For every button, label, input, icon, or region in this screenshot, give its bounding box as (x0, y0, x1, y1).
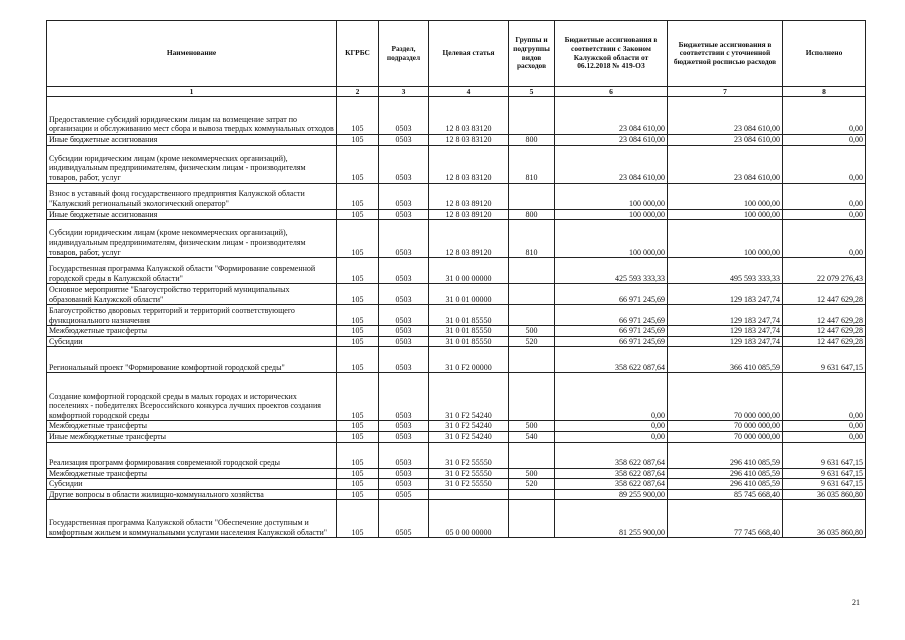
row-updated-amount: 70 000 000,00 (668, 431, 783, 442)
row-updated-amount: 129 183 247,74 (668, 284, 783, 305)
column-number: 4 (429, 87, 509, 97)
table-row (47, 326, 866, 337)
row-updated-amount: 85 745 668,40 (668, 489, 783, 500)
row-kgrbs: 105 (337, 145, 379, 183)
row-section: 0503 (379, 145, 429, 183)
table-row (47, 347, 866, 373)
row-kgrbs: 105 (337, 305, 379, 326)
row-expense-type: 500 (509, 326, 555, 337)
row-law-amount: 66 971 245,69 (555, 336, 668, 347)
row-name: Основное мероприятие "Благоустройство территорий муниципальных образований Калужской области" (47, 284, 337, 305)
row-target: 12 8 03 89120 (429, 183, 509, 209)
row-executed-amount: 12 447 629,28 (783, 305, 866, 326)
row-section: 0503 (379, 468, 429, 479)
row-law-amount: 358 622 087,64 (555, 479, 668, 490)
row-law-amount: 66 971 245,69 (555, 305, 668, 326)
row-target (429, 489, 509, 500)
row-kgrbs: 105 (337, 431, 379, 442)
row-section: 0503 (379, 326, 429, 337)
row-updated-amount: 100 000,00 (668, 209, 783, 220)
row-updated-amount: 100 000,00 (668, 183, 783, 209)
row-executed-amount: 0,00 (783, 421, 866, 432)
row-kgrbs: 105 (337, 220, 379, 258)
row-section: 0503 (379, 373, 429, 421)
row-law-amount: 100 000,00 (555, 183, 668, 209)
row-section: 0503 (379, 336, 429, 347)
row-section: 0503 (379, 97, 429, 135)
table-row (47, 431, 866, 442)
budget-table-sheet (46, 20, 865, 538)
row-updated-amount: 129 183 247,74 (668, 326, 783, 337)
row-law-amount: 0,00 (555, 373, 668, 421)
row-target: 31 0 01 85550 (429, 336, 509, 347)
row-section: 0503 (379, 183, 429, 209)
row-kgrbs: 105 (337, 135, 379, 146)
column-number: 7 (668, 87, 783, 97)
row-name: Межбюджетные трансферты (47, 326, 337, 337)
row-expense-type (509, 442, 555, 468)
row-section: 0503 (379, 431, 429, 442)
table-row (47, 97, 866, 135)
row-name: Субсидии юридическим лицам (кроме некоммерческих организаций), индивидуальным предпринимателям, физическим лицам - производителям товаров, работ, услуг (47, 145, 337, 183)
row-law-amount: 89 255 900,00 (555, 489, 668, 500)
header-name: Наименование (47, 21, 337, 87)
row-name: Создание комфортной городской среды в малых городах и исторических поселениях - победителях Всероссийского конкурса лучших проектов создания комфортной городской среды (47, 373, 337, 421)
row-law-amount: 0,00 (555, 421, 668, 432)
row-name: Межбюджетные трансферты (47, 421, 337, 432)
row-expense-type: 540 (509, 431, 555, 442)
row-executed-amount: 9 631 647,15 (783, 347, 866, 373)
row-kgrbs: 105 (337, 183, 379, 209)
row-law-amount: 358 622 087,64 (555, 442, 668, 468)
row-updated-amount: 70 000 000,00 (668, 373, 783, 421)
row-name: Государственная программа Калужской области "Обеспечение доступным и комфортным жильем и коммунальными услугами населения Калужской области" (47, 500, 337, 538)
column-number: 1 (47, 87, 337, 97)
row-updated-amount: 23 084 610,00 (668, 97, 783, 135)
row-executed-amount: 36 035 860,80 (783, 489, 866, 500)
row-kgrbs: 105 (337, 209, 379, 220)
table-row (47, 209, 866, 220)
row-expense-type: 800 (509, 209, 555, 220)
row-executed-amount: 0,00 (783, 97, 866, 135)
header-kgrbs: КГРБС (337, 21, 379, 87)
row-updated-amount: 129 183 247,74 (668, 305, 783, 326)
row-law-amount: 100 000,00 (555, 209, 668, 220)
row-executed-amount: 36 035 860,80 (783, 500, 866, 538)
row-executed-amount: 0,00 (783, 145, 866, 183)
row-target: 31 0 F2 54240 (429, 421, 509, 432)
row-updated-amount: 23 084 610,00 (668, 135, 783, 146)
row-updated-amount: 70 000 000,00 (668, 421, 783, 432)
table-row (47, 305, 866, 326)
header-updated: Бюджетные ассигнования в соответствии с уточненной бюджетной росписью расходов (668, 21, 783, 87)
row-executed-amount: 0,00 (783, 220, 866, 258)
table-row (47, 479, 866, 490)
table-row (47, 284, 866, 305)
row-law-amount: 66 971 245,69 (555, 326, 668, 337)
row-target: 12 8 03 89120 (429, 220, 509, 258)
row-law-amount: 425 593 333,33 (555, 258, 668, 284)
row-updated-amount: 129 183 247,74 (668, 336, 783, 347)
row-kgrbs: 105 (337, 421, 379, 432)
row-target: 31 0 01 85550 (429, 326, 509, 337)
row-expense-type: 520 (509, 336, 555, 347)
row-name: Благоустройство дворовых территорий и территорий соответствующего функционального назначения (47, 305, 337, 326)
row-section: 0503 (379, 209, 429, 220)
row-kgrbs: 105 (337, 489, 379, 500)
row-expense-type: 500 (509, 421, 555, 432)
row-updated-amount: 296 410 085,59 (668, 442, 783, 468)
row-law-amount: 358 622 087,64 (555, 347, 668, 373)
row-section: 0503 (379, 135, 429, 146)
row-law-amount: 358 622 087,64 (555, 468, 668, 479)
row-expense-type: 810 (509, 145, 555, 183)
row-target: 31 0 F2 54240 (429, 431, 509, 442)
column-number-row (47, 87, 866, 97)
row-name: Иные бюджетные ассигнования (47, 135, 337, 146)
row-expense-type: 520 (509, 479, 555, 490)
row-law-amount: 81 255 900,00 (555, 500, 668, 538)
row-kgrbs: 105 (337, 284, 379, 305)
table-row (47, 135, 866, 146)
header-row (47, 21, 866, 87)
row-expense-type: 800 (509, 135, 555, 146)
row-target: 31 0 F2 55550 (429, 479, 509, 490)
row-updated-amount: 100 000,00 (668, 220, 783, 258)
row-law-amount: 100 000,00 (555, 220, 668, 258)
header-executed: Исполнено (783, 21, 866, 87)
row-executed-amount: 22 079 276,43 (783, 258, 866, 284)
row-name: Реализация программ формирования современной городской среды (47, 442, 337, 468)
row-name: Предоставление субсидий юридическим лицам на возмещение затрат по организации и обслуживанию мест сбора и вывоза твердых коммунальных отходов (47, 97, 337, 135)
row-section: 0503 (379, 305, 429, 326)
row-target: 31 0 F2 00000 (429, 347, 509, 373)
row-kgrbs: 105 (337, 500, 379, 538)
row-section: 0503 (379, 347, 429, 373)
table-row (47, 183, 866, 209)
budget-table (46, 20, 866, 538)
table-row (47, 145, 866, 183)
row-executed-amount: 0,00 (783, 431, 866, 442)
row-kgrbs: 105 (337, 442, 379, 468)
column-number: 3 (379, 87, 429, 97)
row-section: 0503 (379, 284, 429, 305)
row-expense-type (509, 489, 555, 500)
row-name: Другие вопросы в области жилищно-коммунального хозяйства (47, 489, 337, 500)
row-executed-amount: 9 631 647,15 (783, 442, 866, 468)
row-expense-type (509, 373, 555, 421)
row-name: Субсидии (47, 479, 337, 490)
row-executed-amount: 12 447 629,28 (783, 336, 866, 347)
table-row (47, 220, 866, 258)
header-law: Бюджетные ассигнования в соответствии с Законом Калужской области от 06.12.2018 № 419-ОЗ (555, 21, 668, 87)
column-number: 2 (337, 87, 379, 97)
table-row (47, 373, 866, 421)
row-expense-type (509, 258, 555, 284)
row-executed-amount: 12 447 629,28 (783, 284, 866, 305)
row-executed-amount: 0,00 (783, 135, 866, 146)
row-updated-amount: 23 084 610,00 (668, 145, 783, 183)
row-expense-type (509, 97, 555, 135)
row-executed-amount: 12 447 629,28 (783, 326, 866, 337)
row-updated-amount: 495 593 333,33 (668, 258, 783, 284)
row-executed-amount: 0,00 (783, 209, 866, 220)
row-kgrbs: 105 (337, 347, 379, 373)
row-law-amount: 23 084 610,00 (555, 135, 668, 146)
table-row (47, 442, 866, 468)
row-kgrbs: 105 (337, 479, 379, 490)
row-section: 0503 (379, 421, 429, 432)
row-section: 0503 (379, 220, 429, 258)
table-row (47, 489, 866, 500)
row-section: 0503 (379, 442, 429, 468)
row-target: 31 0 01 85550 (429, 305, 509, 326)
row-name: Взнос в уставный фонд государственного предприятия Калужской области "Калужский региональный экологический оператор" (47, 183, 337, 209)
row-section: 0505 (379, 489, 429, 500)
column-number: 8 (783, 87, 866, 97)
row-law-amount: 23 084 610,00 (555, 145, 668, 183)
row-executed-amount: 9 631 647,15 (783, 468, 866, 479)
row-target: 31 0 F2 55550 (429, 442, 509, 468)
row-expense-type: 500 (509, 468, 555, 479)
row-target: 31 0 F2 55550 (429, 468, 509, 479)
row-kgrbs: 105 (337, 258, 379, 284)
column-number: 6 (555, 87, 668, 97)
row-target: 12 8 03 83120 (429, 135, 509, 146)
row-expense-type (509, 284, 555, 305)
row-kgrbs: 105 (337, 373, 379, 421)
row-name: Государственная программа Калужской области "Формирование современной городской среды в Калужской области" (47, 258, 337, 284)
row-section: 0505 (379, 500, 429, 538)
row-executed-amount: 9 631 647,15 (783, 479, 866, 490)
row-kgrbs: 105 (337, 326, 379, 337)
row-expense-type (509, 347, 555, 373)
row-law-amount: 0,00 (555, 431, 668, 442)
row-target: 31 0 01 00000 (429, 284, 509, 305)
row-target: 31 0 F2 54240 (429, 373, 509, 421)
row-name: Субсидии (47, 336, 337, 347)
column-number: 5 (509, 87, 555, 97)
row-expense-type (509, 500, 555, 538)
header-target: Целевая статья (429, 21, 509, 87)
row-target: 05 0 00 00000 (429, 500, 509, 538)
table-row (47, 468, 866, 479)
row-section: 0503 (379, 479, 429, 490)
row-updated-amount: 77 745 668,40 (668, 500, 783, 538)
row-target: 12 8 03 89120 (429, 209, 509, 220)
row-kgrbs: 105 (337, 97, 379, 135)
row-updated-amount: 296 410 085,59 (668, 479, 783, 490)
page-number: 21 (852, 598, 860, 607)
row-law-amount: 23 084 610,00 (555, 97, 668, 135)
row-section: 0503 (379, 258, 429, 284)
row-updated-amount: 296 410 085,59 (668, 468, 783, 479)
row-expense-type: 810 (509, 220, 555, 258)
table-row (47, 258, 866, 284)
row-target: 12 8 03 83120 (429, 97, 509, 135)
row-name: Иные бюджетные ассигнования (47, 209, 337, 220)
row-target: 31 0 00 00000 (429, 258, 509, 284)
row-target: 12 8 03 83120 (429, 145, 509, 183)
row-expense-type (509, 305, 555, 326)
row-executed-amount: 0,00 (783, 373, 866, 421)
header-groups: Группы и подгруппы видов расходов (509, 21, 555, 87)
row-law-amount: 66 971 245,69 (555, 284, 668, 305)
table-row (47, 500, 866, 538)
header-section: Раздел, подраздел (379, 21, 429, 87)
table-row (47, 336, 866, 347)
row-name: Субсидии юридическим лицам (кроме некоммерческих организаций), индивидуальным предпринимателям, физическим лицам - производителям товаров, работ, услуг (47, 220, 337, 258)
row-expense-type (509, 183, 555, 209)
row-kgrbs: 105 (337, 336, 379, 347)
row-executed-amount: 0,00 (783, 183, 866, 209)
row-name: Региональный проект "Формирование комфортной городской среды" (47, 347, 337, 373)
row-name: Иные межбюджетные трансферты (47, 431, 337, 442)
row-updated-amount: 366 410 085,59 (668, 347, 783, 373)
row-name: Межбюджетные трансферты (47, 468, 337, 479)
row-kgrbs: 105 (337, 468, 379, 479)
table-row (47, 421, 866, 432)
